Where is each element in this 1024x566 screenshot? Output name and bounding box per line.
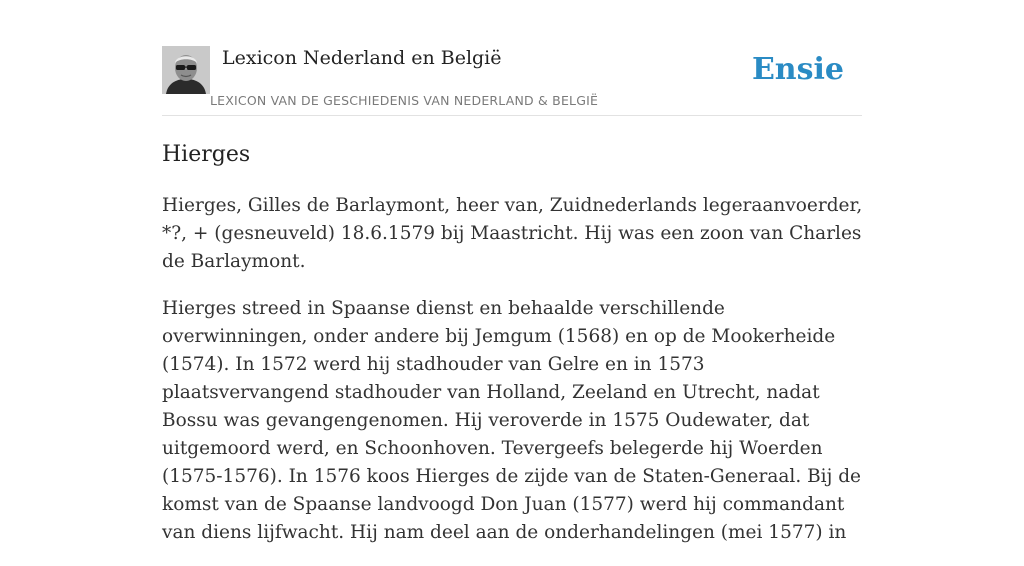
article xyxy=(162,140,867,566)
site-subtitle: LEXICON VAN DE GESCHIEDENIS VAN NEDERLAND & BELGIË xyxy=(210,93,599,108)
avatar-portrait-icon xyxy=(162,46,210,94)
author-avatar[interactable] xyxy=(162,46,210,94)
site-title-link[interactable]: Lexicon Nederland en België xyxy=(222,47,502,69)
site-header xyxy=(162,46,862,116)
article-paragraph: Hierges, Gilles de Barlaymont, heer van, Zuidnederlands legeraanvoerder, *?, + (gesneuveld) 18.6.1579 bij Maastricht. Hij was een zoon van Charles de Barlaymont. xyxy=(162,195,863,272)
article-paragraph: Hierges streed in Spaanse dienst en behaalde verschillende overwinningen, onder andere bij Jemgum (1568) en op de Mookerheide (1574). In 1572 werd hij stadhouder van Gelre en in 1573 plaatsvervangend stadhouder van Holland, Zeeland en Utrecht, nadat Bossu was gevangengenomen. Hij veroverde in 1575 Oudewater, dat uitgemoord werd, en Schoonhoven. Tevergeefs belegerde hij Woerden (1575-1576). In 1576 koos Hierges de zijde van de Staten-Generaal. Bij de komst van de Spaanse landvoogd Don Juan (1577) werd hij commandant van diens lijfwacht. Hij nam deel aan de onderhandelingen (mei 1577) in xyxy=(162,298,862,543)
article-title: Hierges xyxy=(162,142,251,167)
brand-logo-link[interactable]: Ensie xyxy=(751,52,844,87)
